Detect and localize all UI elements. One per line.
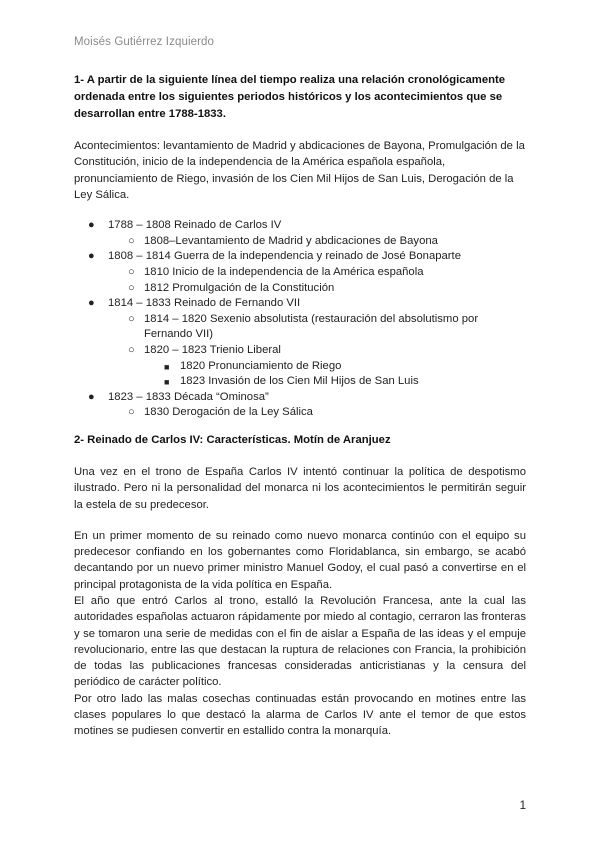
timeline-item-text: 1820 Pronunciamiento de Riego [180, 359, 342, 372]
section2-title: 2- Reinado de Carlos IV: Características. Motín de Aranjuez [74, 433, 391, 446]
timeline-item-level2 [74, 234, 526, 250]
timeline-item-level1 [74, 249, 526, 265]
bullet-icon: ○ [128, 406, 135, 419]
events-paragraph: Acontecimientos: levantamiento de Madrid y abdicaciones de Bayona, Promulgación de la Constitución, inicio de la independencia de la América española española, pronunciamiento de Riego, invasión de los Cien Mil Hijos de San Luis, Derogación de la Ley Sálica. [74, 140, 525, 201]
timeline-item-level2 [74, 312, 526, 343]
timeline-item-level2 [74, 405, 526, 421]
timeline-item-text: 1788 – 1808 Reinado de Carlos IV [108, 219, 282, 232]
timeline-item-level3 [74, 374, 526, 390]
bullet-icon: ● [88, 297, 95, 310]
paragraph-4: Por otro lado las malas cosechas continuadas están provocando en motines entre las clases populares lo que destacó la alarma de Carlos IV ante el temor de que estos motines se pudiesen convertir en estallido contra la monarquía. [74, 692, 526, 738]
bullet-icon: ○ [128, 343, 135, 356]
timeline-item-level1 [74, 218, 526, 234]
timeline-item-text: 1823 – 1833 Década “Ominosa” [108, 390, 269, 403]
timeline-item-level1 [74, 296, 526, 312]
timeline-item-text: 1808 – 1814 Guerra de la independencia y reinado de José Bonaparte [108, 250, 461, 263]
timeline-item-level2 [74, 281, 526, 297]
timeline-item-level2 [74, 343, 526, 359]
timeline-item-text: 1812 Promulgación de la Constitución [144, 281, 335, 294]
paragraph-1: Una vez en el trono de España Carlos IV intentó continuar la política de despotismo ilustrado. Pero ni la personalidad del monarca ni los acontecimientos le permitirán seguir la estela de su predecesor. [74, 465, 526, 511]
bullet-icon: ○ [128, 234, 135, 247]
timeline-item-level2 [74, 265, 526, 281]
bullet-icon: ■ [164, 361, 170, 372]
bullet-icon: ○ [128, 312, 135, 325]
section1-title: 1- A partir de la siguiente línea del tiempo realiza una relación cronológicamente ordenada entre los siguientes periodos históricos y los acontecimientos que se desarrollan entre 1788-1833. [74, 74, 506, 120]
bullet-icon: ○ [128, 281, 135, 294]
bullet-icon: ● [88, 250, 95, 263]
timeline-item-text: 1810 Inicio de la independencia de la América española [144, 265, 424, 278]
paragraph-2: En un primer momento de su reinado como nuevo monarca continúo con el equipo su predecesor confiando en los gobernantes como Floridablanca, sin embargo, se acabó decantando por un nuevo primer ministro Manuel Godoy, el cual pasó a convertirse en el principal protagonista de la vida política en España. [74, 529, 526, 591]
timeline-item-text: 1820 – 1823 Trienio Liberal [144, 343, 281, 356]
bullet-icon: ● [88, 390, 95, 403]
bullet-icon: ■ [164, 377, 170, 388]
timeline-item-text: 1814 – 1833 Reinado de Fernando VII [108, 297, 301, 310]
timeline-item-text: 1808–Levantamiento de Madrid y abdicaciones de Bayona [144, 234, 438, 247]
author-header: Moisés Gutiérrez Izquierdo [74, 36, 215, 48]
bullet-icon: ○ [128, 265, 135, 278]
page-content [74, 72, 526, 740]
timeline-item-text: 1823 Invasión de los Cien Mil Hijos de San Luis [180, 375, 419, 388]
timeline-list [74, 218, 526, 421]
page-number: 1 [519, 800, 526, 812]
timeline-item-level3 [74, 359, 526, 375]
bullet-icon: ● [88, 219, 95, 232]
timeline-item-text: 1830 Derogación de la Ley Sálica [144, 406, 313, 419]
timeline-item-level1 [74, 390, 526, 406]
timeline-item-text: 1814 – 1820 Sexenio absolutista (restauración del absolutismo por Fernando VII) [144, 312, 479, 341]
paragraph-3: El año que entró Carlos al trono, estalló la Revolución Francesa, ante la cual las autoridades españolas actuaron rápidamente por miedo al contagio, cerraron las fronteras y se tomaron una serie de medidas con el fin de aislar a España de las ideas y el empuje revolucionario, entre las que destacan la ruptura de relaciones con Francia, la prohibición de todas las publicaciones francesas consideradas anticristianas y la censura del periódico de carácter político. [74, 594, 526, 689]
